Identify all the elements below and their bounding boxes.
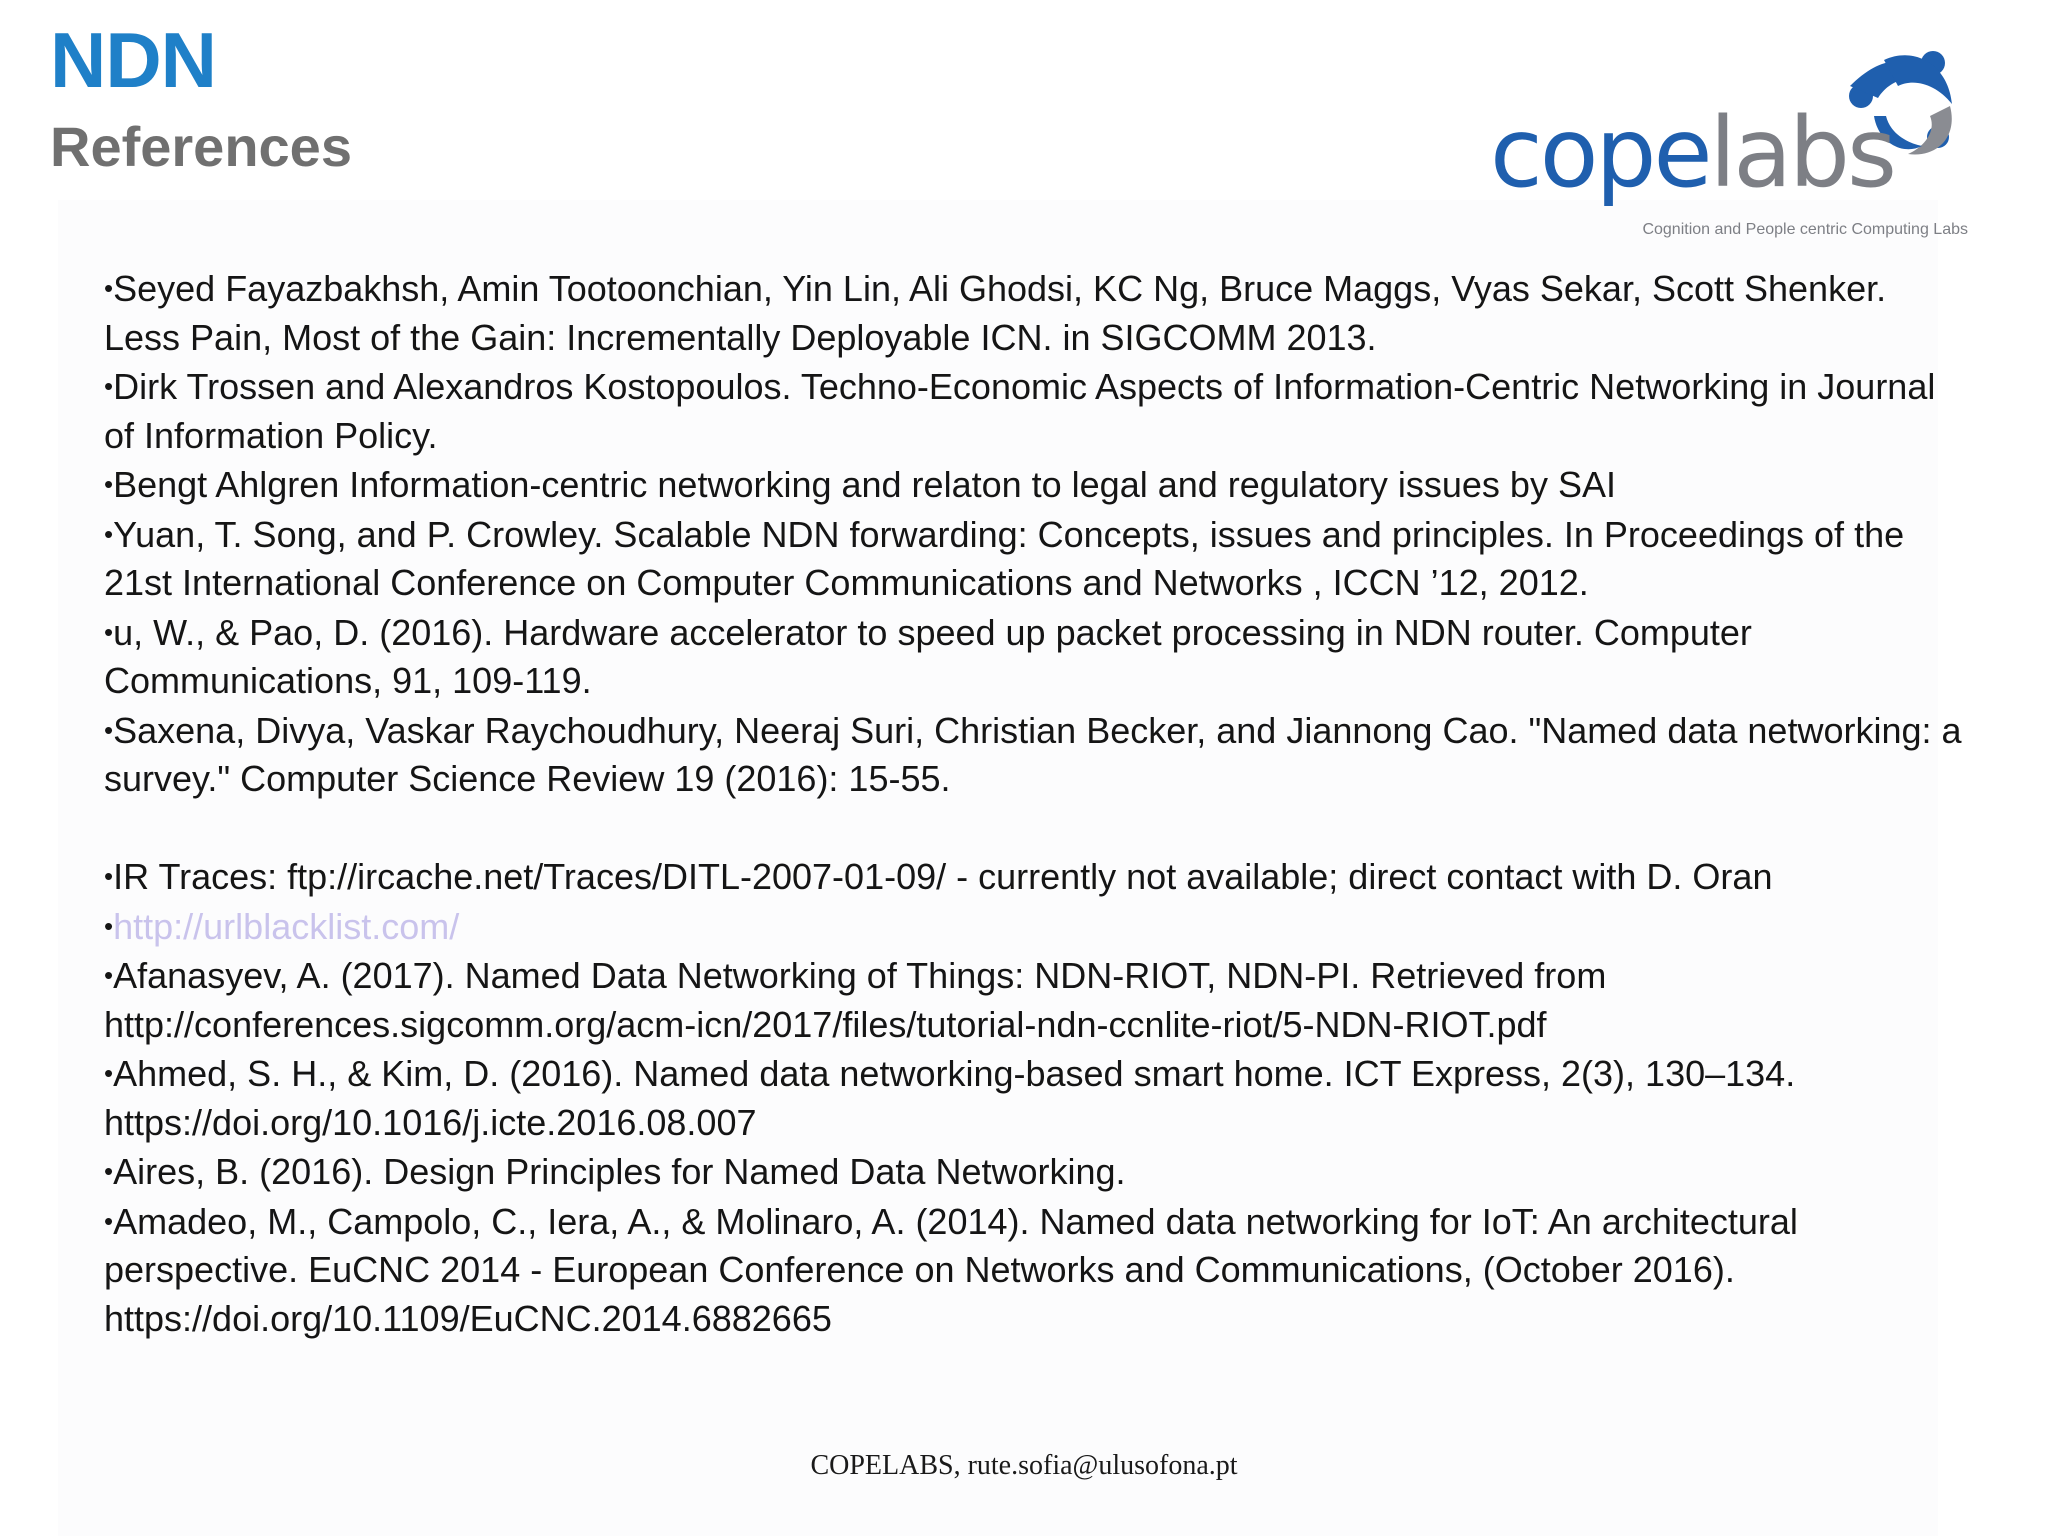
bullet: • [104,469,114,499]
bullet: • [104,371,114,401]
reference-item [104,1049,1964,1147]
svg-text:copelabs [1490,97,1894,209]
bullet: • [104,273,114,303]
reference-item [104,460,1964,510]
reference-text: u, W., & Pao, D. (2016). Hardware accelerator to speed up packet processing in NDN router. Computer Communications, 91, 109-119. [104,611,1752,701]
reference-text: Yuan, T. Song, and P. Crowley. Scalable NDN forwarding: Concepts, issues and principles. In Proceedings of the 21st International Conference on Computer Communications and Networks , ICCN ’12, 2012. [104,513,1905,603]
slide-subtitle: References [50,115,352,178]
logo-wordmark-labs: labs [1709,97,1894,209]
logo-tagline: Cognition and People centric Computing Labs [1642,221,1968,238]
urlblacklist-link[interactable]: http://urlblacklist.com/ [113,905,460,947]
bullet: • [104,616,114,647]
reference-text: IR Traces: ftp://ircache.net/Traces/DITL-2007-01-09/ - currently not available; direct contact with D. Oran [113,856,1773,897]
slide-title: NDN [50,16,216,104]
reference-text: Amadeo, M., Campolo, C., Iera, A., & Molinaro, A. (2014). Named data networking for IoT: An architectural perspective. EuCNC 2014 - European Conference on Networks and Communications, (October 2016). https://doi.org/10.1109/EuCNC.2014.6882665 [104,1200,1798,1339]
slide-footer: COPELABS, rute.sofia@ulusofona.pt [810,1450,1238,1481]
reference-text: Seyed Fayazbakhsh, Amin Tootoonchian, Yin Lin, Ali Ghodsi, KC Ng, Bruce Maggs, Vyas Sekar, Scott Shenker. Less Pain, Most of the Gain: Incrementally Deployable ICN. in SIGCOMM 2013. [104,268,1887,358]
reference-item [104,852,1964,902]
reference-text: Dirk Trossen and Alexandros Kostopoulos. Techno-Economic Aspects of Information-Centric Networking in Journal of Information Policy. [104,366,1936,456]
reference-text: Aires, B. (2016). Design Principles for Named Data Networking. [113,1151,1126,1192]
reference-item [104,1197,1964,1344]
reference-item [104,510,1964,608]
logo-wordmark-cope: cope [1490,97,1710,209]
bullet: • [104,714,114,745]
bullet: • [104,910,114,941]
bullet: • [104,861,114,891]
bullet: • [104,960,114,990]
copelabs-logo [1490,46,1970,246]
reference-group-spacer [104,804,1964,853]
reference-text: Bengt Ahlgren Information-centric networking and relaton to legal and regulatory issues by SAI [113,464,1616,505]
reference-text: Afanasyev, A. (2017). Named Data Networking of Things: NDN-RIOT, NDN-PI. Retrieved from http://conferences.sigcomm.org/acm-icn/2017/files/tutorial-ndn-ccnlite-riot/5-NDN-RIOT.pdf [104,955,1607,1045]
reference-item [104,951,1964,1049]
reference-item-link [104,902,1964,952]
bullet: • [104,1058,114,1088]
references-list [104,264,1964,1343]
reference-item [104,608,1964,706]
reference-text: Saxena, Divya, Vaskar Raychoudhury, Neeraj Suri, Christian Becker, and Jiannong Cao. "Named data networking: a survey." Computer Science Review 19 (2016): 15-55. [104,709,1962,799]
bullet: • [104,518,114,549]
reference-item [104,1147,1964,1197]
bullet: • [104,1156,114,1186]
reference-item [104,264,1964,362]
reference-text: Ahmed, S. H., & Kim, D. (2016). Named data networking-based smart home. ICT Express, 2(3), 130–134. https://doi.org/10.1016/j.icte.2016.08.007 [104,1053,1796,1143]
bullet: • [104,1205,114,1236]
reference-item [104,362,1964,460]
reference-item [104,706,1964,804]
